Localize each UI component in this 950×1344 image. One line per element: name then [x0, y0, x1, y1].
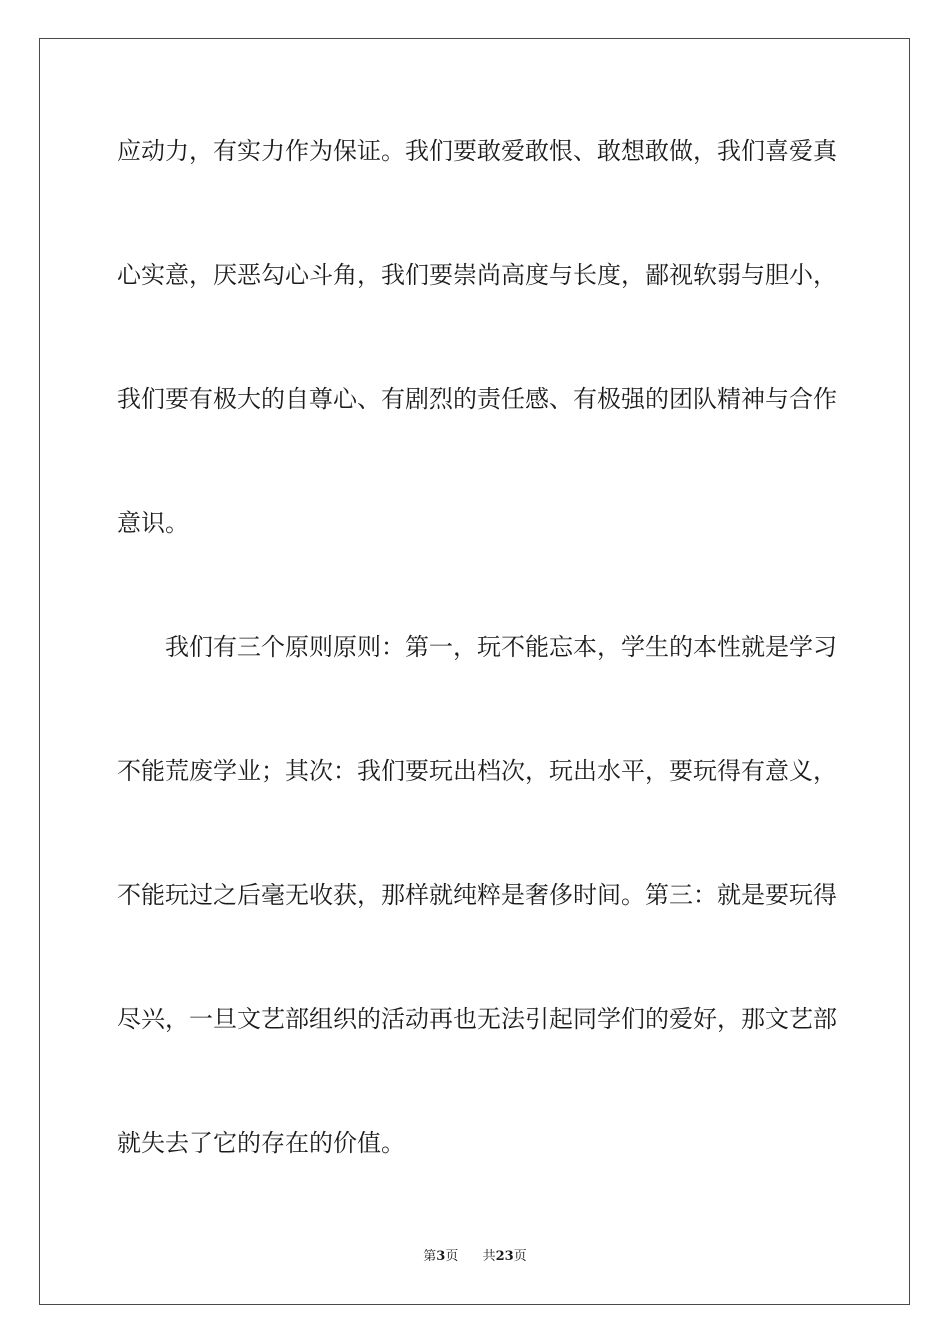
text-line: 不能荒废学业；其次：我们要玩出档次，玩出水平，要玩得有意义，	[117, 757, 837, 785]
page-number: 3	[436, 1249, 446, 1264]
text-line: 应动力，有实力作为保证。我们要敢爱敢恨、敢想敢做，我们喜爱真	[117, 137, 837, 165]
text-line: 我们要有极大的自尊心、有剧烈的责任感、有极强的团队精神与合作	[117, 385, 837, 413]
page-label-suffix: 页	[445, 1249, 459, 1264]
page-footer	[0, 1248, 950, 1266]
total-label-prefix: 共	[482, 1249, 496, 1264]
page-border	[39, 38, 910, 1305]
text-line-paragraph-start: 我们有三个原则原则：第一，玩不能忘本，学生的本性就是学习	[165, 633, 837, 661]
text-line: 心实意，厌恶勾心斗角，我们要崇尚高度与长度，鄙视软弱与胆小，	[117, 261, 837, 289]
page-label-prefix: 第	[423, 1249, 437, 1264]
text-line: 不能玩过之后毫无收获，那样就纯粹是奢侈时间。第三：就是要玩得	[117, 881, 837, 909]
total-pages: 23	[495, 1249, 514, 1264]
text-line: 尽兴，一旦文艺部组织的活动再也无法引起同学们的爱好，那文艺部	[117, 1005, 837, 1033]
total-label-suffix: 页	[513, 1249, 527, 1264]
text-line: 意识。	[117, 509, 189, 537]
text-line: 就失去了它的存在的价值。	[117, 1129, 405, 1157]
